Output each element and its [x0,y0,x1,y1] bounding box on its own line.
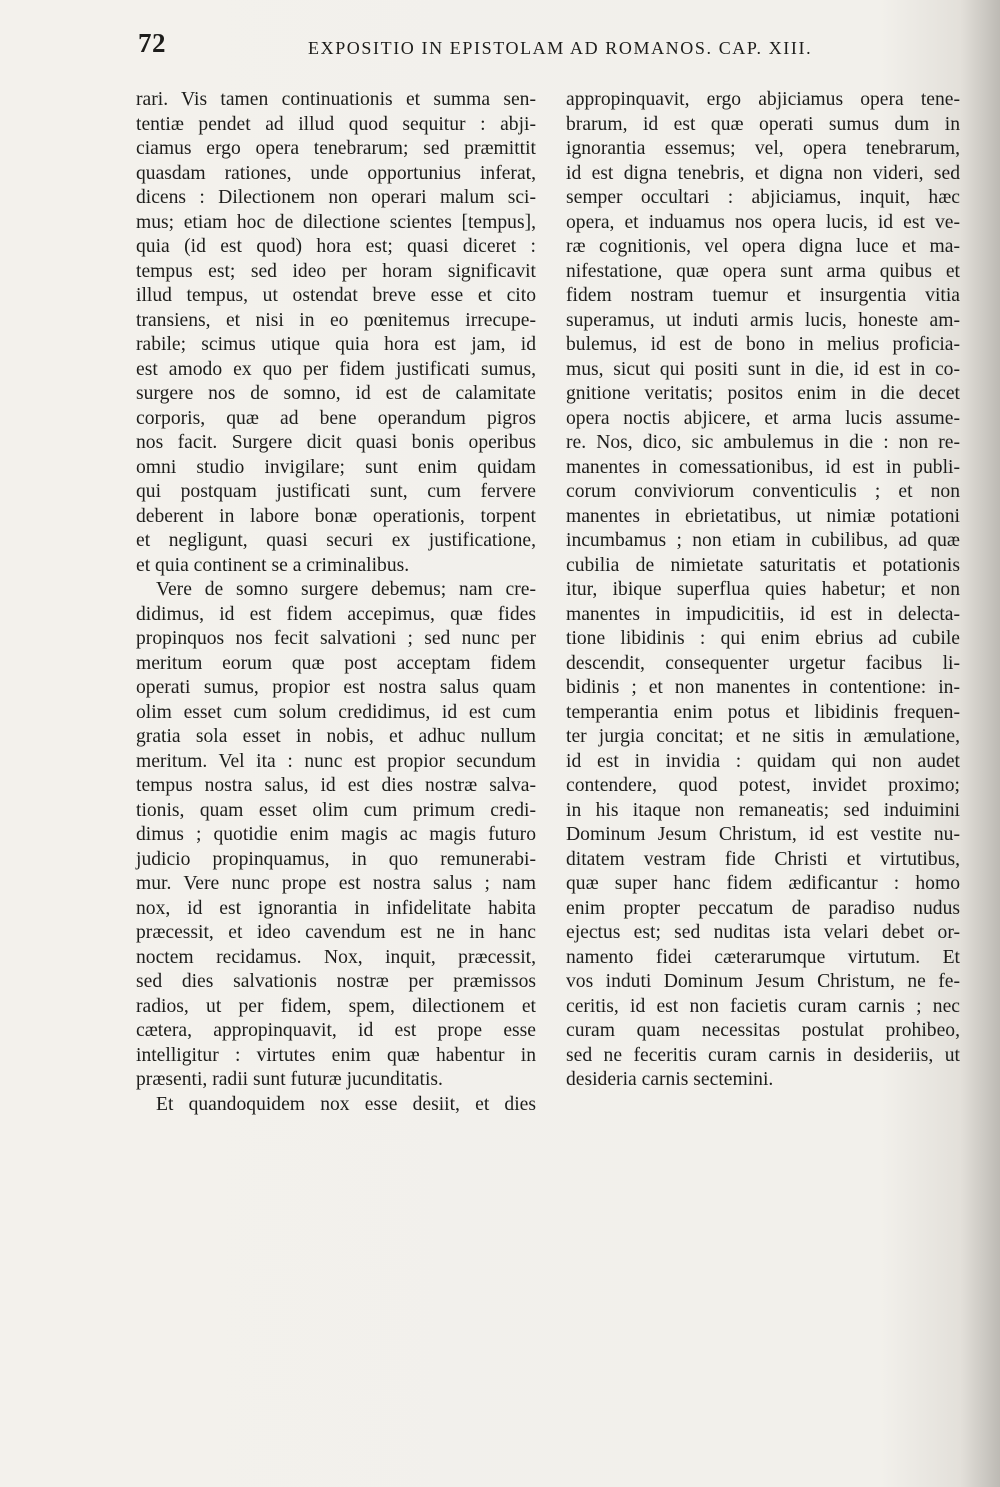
text-line: propinquos nos fecit salvationi ; sed nunc per [136,628,536,649]
text-line: est amodo ex quo per fidem justificati sumus, [136,358,536,380]
text-line: ejectus est; sed nuditas ista velari debet or- [566,922,960,943]
text-line: opera noctis abjicere, et arma lucis assume- [566,407,960,429]
text-line: gratia sola esset in nobis, et adhuc nullum [136,726,536,747]
text-line: corporis, quæ ad bene operandum pigros [136,407,536,429]
text-line: judicio propinquamus, in quo remunerabi- [136,848,536,870]
text-line: cætera, appropinquavit, id est prope esse [136,1020,536,1041]
text-line: incumbamus ; non etiam in cubilibus, ad quæ [566,530,960,551]
text-line: enim propter peccatum de paradiso nudus [566,897,960,919]
text-line: sed ne feceritis curam carnis in desideriis, ut [566,1044,960,1066]
text-line: desideria carnis sectemini. [566,1069,774,1090]
text-line: nox, id est ignorantia in infidelitate habita [136,897,536,919]
text-line: contendere, quod potest, invidet proximo; [566,775,960,796]
text-line: tentiæ pendet ad illud quod sequitur : abji- [136,113,536,135]
text-line: Et quandoquidem nox esse desiit, et dies [156,1093,536,1115]
text-line: mus; etiam hoc de dilectione scientes [tempus], [136,211,536,233]
text-line: præcessit, et ideo cavendum est ne in hanc [136,922,536,943]
text-line: radios, ut per fidem, spem, dilectionem et [136,995,536,1017]
text-line: id est digna tenebris, et digna non videri, sed [566,162,960,184]
text-line: operati sumus, propior est nostra salus quam [136,677,536,698]
page-header [138,26,968,66]
text-line: re. Nos, dico, sic ambulemus in die : non re- [566,432,960,453]
running-title: EXPOSITIO IN EPISTOLAM AD ROMANOS. CAP. XIII. [308,38,813,58]
text-line: tione libidinis : qui enim ebrius ad cubile [566,628,960,649]
text-line: bulemus, id est de bono in melius proficia- [566,334,960,355]
text-line: superamus, ut induti armis lucis, honeste am- [566,309,960,331]
text-line: dimus ; quotidie enim magis ac magis futuro [136,824,536,845]
text-line: Dominum Jesum Christum, id est vestite nu- [566,824,960,845]
text-line: ter jurgia concitat; et ne sitis in æmulatione, [566,726,960,747]
text-line: manentes in comessationibus, id est in publi- [566,456,960,478]
text-line: olim esset cum solum credidimus, id est cum [136,701,536,723]
text-line: meritum. Vel ita : nunc est propior secundum [136,750,536,772]
text-line: tempus est; sed ideo per horam significavit [136,260,536,282]
text-line: manentes in ebrietatibus, ut nimiæ potationi [566,505,960,527]
text-line: curam quam necessitas postulat prohibeo, [566,1020,960,1041]
text-line: id est in invidia : quidam qui non audet [566,750,960,772]
text-line: Vere de somno surgere debemus; nam cre- [156,579,536,600]
text-line: meritum eorum quæ post acceptam fidem [136,652,536,674]
text-line: namento fidei cæterarumque virtutum. Et [566,946,960,968]
text-line: nifestatione, quæ opera sunt arma quibus et [566,260,960,282]
text-line: quasdam rationes, unde opportunius inferat, [136,162,536,184]
text-line: ceritis, id est non facietis curam carnis ; nec [566,995,960,1017]
page-number: 72 [138,28,166,58]
text-line: tempus nostra salus, id est dies nostræ salva- [136,775,536,796]
text-line: et quia continent se a criminalibus. [136,554,410,576]
text-line: temperantia enim potus et libidinis frequen- [566,701,960,723]
text-line: opera, et induamus nos opera lucis, id est ve- [566,211,960,233]
text-line: noctem recidamus. Nox, inquit, præcessit, [136,946,536,968]
text-line: gnitione veritatis; positos enim in die decet [566,383,960,404]
text-line: ignorantia essemus; vel, opera tenebrarum, [566,138,960,159]
text-line: rabile; scimus utique quia hora est jam, id [136,334,536,355]
text-line: præsenti, radii sunt futuræ jucunditatis. [136,1069,443,1090]
text-line: brarum, id est quæ operati sumus dum in [566,113,960,135]
text-line: descendit, consequenter urgetur facibus li- [566,652,960,674]
text-line: nos facit. Surgere dicit quasi bonis operibus [136,432,536,453]
text-line: didimus, id est fidem accepimus, quæ fides [136,603,536,625]
text-line: cubilia de nimietate saturitatis et potationis [566,554,960,576]
text-line: manentes in impudicitiis, id est in delecta- [566,603,960,625]
text-line: transiens, et nisi in eo pœnitemus irrecupe- [136,309,536,331]
text-line: omni studio invigilare; sunt enim quidam [136,456,536,478]
text-line: appropinquavit, ergo abjiciamus opera tene- [566,89,960,110]
text-line: et negligunt, quasi securi ex justificatione, [136,530,536,551]
text-line: sed dies salvationis nostræ per præmissos [136,971,536,992]
text-line: corum conviviorum conventiculis ; et non [566,481,960,502]
text-line: mus, sicut qui positi sunt in die, id est in co- [566,358,960,380]
text-line: qui postquam justificati sunt, cum fervere [136,481,536,502]
text-line: fidem nostram tuemur et insurgentia vitia [566,285,960,306]
text-line: ciamus ergo opera tenebrarum; sed præmittit [136,138,536,159]
text-line: semper occultari : abjiciamus, inquit, hæc [566,187,960,208]
text-line: ditatem vestram fide Christi et virtutibus, [566,848,960,870]
right-column [566,88,960,1093]
text-line: illud tempus, ut ostendat breve esse et cito [136,285,536,306]
text-line: deberent in labore bonæ operationis, torpent [136,505,536,527]
left-column [136,88,536,1117]
text-line: intelligitur : virtutes enim quæ habentur in [136,1044,536,1066]
text-line: mur. Vere nunc prope est nostra salus ; nam [136,873,536,894]
text-line: bidinis ; et non manentes in contentione: in- [566,677,960,698]
text-line: vos induti Dominum Jesum Christum, ne fe- [566,971,960,992]
text-line: dicens : Dilectionem non operari malum sci- [136,187,536,208]
text-line: ræ cognitionis, vel opera digna luce et ma- [566,236,960,257]
text-line: tionis, quam esset olim cum primum credi- [136,799,536,821]
text-line: quæ super hanc fidem ædificantur : homo [566,873,960,894]
text-line: itur, ibique superflua quies habetur; et non [566,579,960,600]
text-line: rari. Vis tamen continuationis et summa sen- [136,89,536,110]
text-line: quia (id est quod) hora est; quasi diceret : [136,236,536,257]
text-line: surgere nos de somno, id est de calamitate [136,383,536,404]
text-line: in his itaque non remaneatis; sed induimini [566,799,960,821]
